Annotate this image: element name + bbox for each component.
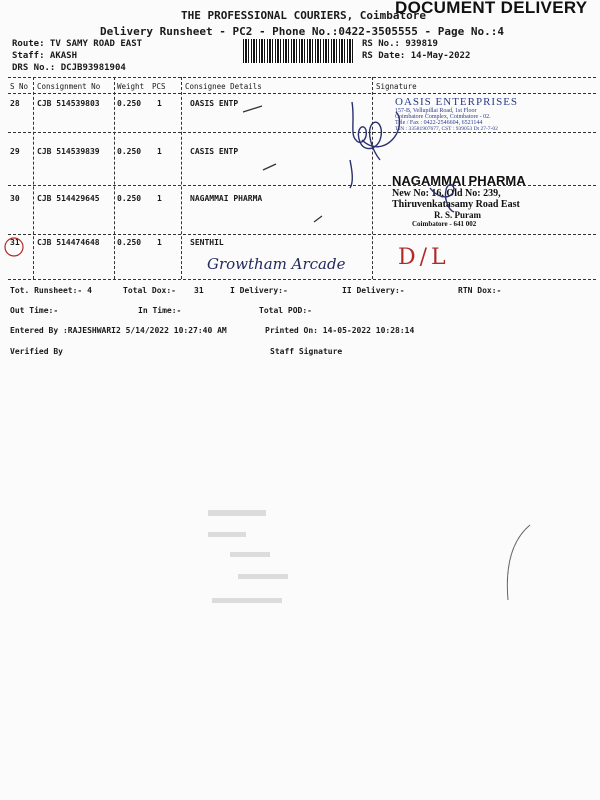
row-pcs: 1 — [157, 238, 162, 247]
row-consignment: CJB 514539839 — [37, 147, 100, 156]
i-delivery: I Delivery:- — [230, 286, 288, 295]
rs-number: RS No.: 939819 — [362, 39, 438, 49]
page-scribble-arc — [507, 525, 530, 600]
total-dox-label: Total Dox:- — [123, 286, 176, 295]
row-sno: 29 — [10, 147, 20, 156]
row-sno: 30 — [10, 194, 20, 203]
row-weight: 0.250 — [117, 194, 142, 203]
rs-date: RS Date: 14-May-2022 — [362, 51, 471, 61]
faded-bleed-marks — [208, 510, 288, 603]
row-consignee: SENTHIL — [190, 238, 224, 247]
row-weight: 0.250 — [117, 147, 142, 156]
row-consignment: CJB 514539803 — [37, 99, 100, 108]
row-consignment: CJB 514429645 — [37, 194, 100, 203]
entered-by: Entered By :RAJESHWARI2 5/14/2022 10:27:40 AM — [10, 326, 227, 335]
col-header-pcs: PCS — [152, 82, 166, 91]
out-time: Out Time:- — [10, 306, 59, 315]
col-header-weight: Weight — [117, 82, 145, 91]
col-header-signature: Signature — [376, 82, 417, 91]
tick-mark — [263, 164, 276, 170]
row-consignee: CASIS ENTP — [190, 147, 239, 156]
row-sno: 28 — [10, 99, 20, 108]
stamp-line: Tele / Fax : 0422-2546604, 6521144 — [395, 120, 483, 126]
faded-mark — [208, 510, 266, 516]
faded-mark — [212, 598, 282, 603]
row-consignee: NAGAMMAI PHARMA — [190, 194, 263, 203]
row-weight: 0.250 — [117, 238, 142, 247]
signature-strokes — [350, 102, 454, 212]
staff-signature: Staff Signature — [270, 347, 343, 356]
stamp-line: Thiruvenkatasamy Road East — [392, 199, 520, 210]
total-pod: Total POD:- — [259, 306, 312, 315]
col-header-consignee: Consignee Details — [185, 82, 262, 91]
row-sno: 31 — [10, 238, 20, 247]
stamp-company-name: NAGAMMAI PHARMA — [392, 173, 526, 188]
ii-delivery: II Delivery:- — [342, 286, 405, 295]
tick-mark — [314, 216, 322, 222]
document-delivery-stamp: DOCUMENT DELIVERY — [395, 0, 588, 17]
total-dox-value: 31 — [194, 286, 204, 295]
signature-oasis — [352, 102, 381, 160]
row-consignment: CJB 514474648 — [37, 238, 100, 247]
tick-marks — [243, 106, 322, 222]
faded-mark — [238, 574, 288, 579]
col-header-consignment: Consignment No — [37, 82, 101, 91]
row-consignee: OASIS ENTP — [190, 99, 239, 108]
row-pcs: 1 — [157, 194, 162, 203]
row-pcs: 1 — [157, 147, 162, 156]
runsheet-subtitle: Delivery Runsheet - PC2 - Phone No.:0422-3505555 - Page No.:4 — [100, 25, 504, 38]
circled-row-marker — [5, 238, 23, 256]
report-title: THE PROFESSIONAL COURIERS, Coimbatore — [181, 9, 427, 22]
stamp-line: Coimbatore - 641 002 — [412, 220, 477, 228]
col-header-sno: S No — [10, 82, 29, 91]
in-time: In Time:- — [138, 306, 182, 315]
tot-runsheet: Tot. Runsheet:- 4 — [10, 286, 92, 295]
handwritten-dl-mark: D/L — [398, 245, 450, 270]
row-pcs: 1 — [157, 99, 162, 108]
route-label: Route: TV SAMY ROAD EAST — [12, 39, 143, 49]
row-weight: 0.250 — [117, 99, 142, 108]
stamp-line: New No: 16, Old No: 239, — [392, 188, 501, 199]
stamp-company-name: OASIS ENTERPRISES — [395, 96, 519, 108]
rtn-dox: RTN Dox:- — [458, 286, 502, 295]
staff-label: Staff: AKASH — [12, 51, 78, 61]
stamp-line: TIN : 33581907677, CST : 939053 Dt 27-7-02 — [395, 126, 498, 132]
verified-by: Verified By — [10, 347, 63, 356]
printed-on: Printed On: 14-05-2022 10:28:14 — [265, 326, 415, 335]
faded-mark — [230, 552, 270, 557]
signature-casis — [350, 160, 352, 188]
tick-mark — [243, 106, 262, 112]
drs-number: DRS No.: DCJB93981904 — [12, 63, 126, 73]
stamp-line: Coimbatore Complex, Coimbatore - 02. — [395, 114, 491, 120]
stamp-line: 157-B, Vellupillai Road, 1st Floor — [395, 108, 477, 114]
stamp-line: R. S. Puram — [434, 210, 481, 220]
handwritten-address: Growtham Arcade — [207, 255, 346, 273]
faded-mark — [208, 532, 246, 537]
signature-nagammai — [430, 185, 454, 212]
